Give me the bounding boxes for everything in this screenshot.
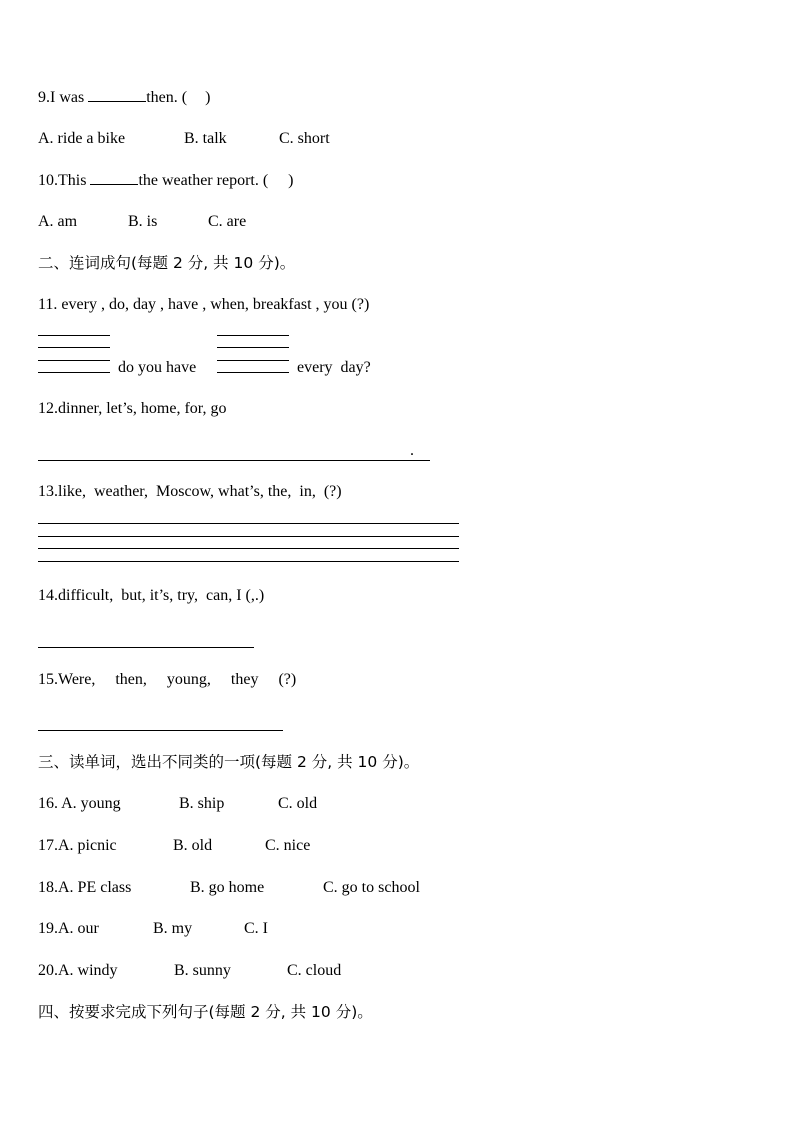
- q9-stem-end: then. (: [146, 89, 188, 106]
- section-4-title: 四、按要求完成下列句子(每题 2 分, 共 10 分)。: [38, 1003, 373, 1021]
- q9-answer-blank[interactable]: [88, 87, 146, 102]
- q16-option-b[interactable]: B. ship: [179, 795, 225, 812]
- q13-answer-line-4[interactable]: [38, 561, 459, 562]
- q17-option-c[interactable]: C. nice: [265, 837, 311, 854]
- q16-option-a[interactable]: 16. A. young: [38, 795, 121, 812]
- question-20: [38, 961, 341, 981]
- question-9-stem: [38, 87, 210, 108]
- q17-option-b[interactable]: B. old: [173, 837, 213, 854]
- q9-option-b[interactable]: B. talk: [184, 130, 227, 147]
- q19-option-a[interactable]: 19.A. our: [38, 920, 99, 937]
- question-17: [38, 836, 310, 856]
- q11-blank-line-6[interactable]: [217, 347, 289, 348]
- q11-end-text: every day?: [297, 359, 371, 376]
- q15-answer-line[interactable]: [38, 730, 283, 731]
- q13-answer-line-2[interactable]: [38, 536, 459, 537]
- q9-close-paren: ): [205, 89, 211, 106]
- question-12-words: 12.dinner, let’s, home, for, go: [38, 400, 227, 417]
- q9-stem-start: 9.I was: [38, 89, 85, 106]
- q19-option-b[interactable]: B. my: [153, 920, 193, 937]
- q13-answer-line-1[interactable]: [38, 523, 459, 524]
- q14-answer-line[interactable]: [38, 647, 254, 648]
- q18-option-b[interactable]: B. go home: [190, 879, 265, 896]
- question-13-words: 13.like, weather, Moscow, what’s, the, in, (?): [38, 483, 342, 500]
- q12-answer-line[interactable]: [38, 460, 430, 461]
- section-2-title: 二、连词成句(每题 2 分, 共 10 分)。: [38, 254, 296, 272]
- q20-option-c[interactable]: C. cloud: [287, 962, 342, 979]
- q17-option-a[interactable]: 17.A. picnic: [38, 837, 117, 854]
- question-18: [38, 878, 420, 898]
- q11-blank-line-5[interactable]: [217, 335, 289, 336]
- question-19: [38, 919, 268, 939]
- q16-option-c[interactable]: C. old: [278, 795, 318, 812]
- q19-option-c[interactable]: C. I: [244, 920, 268, 937]
- question-15-words: 15.Were, then, young, they (?): [38, 671, 297, 688]
- q11-blank-line-1[interactable]: [38, 335, 110, 336]
- q11-blank-line-3[interactable]: [38, 360, 110, 361]
- q10-close-paren: ): [288, 172, 294, 189]
- q10-option-c[interactable]: C. are: [208, 213, 247, 230]
- q9-option-a[interactable]: A. ride a bike: [38, 130, 126, 147]
- q10-option-b[interactable]: B. is: [128, 213, 158, 230]
- question-14-words: 14.difficult, but, it’s, try, can, I (,.): [38, 587, 265, 604]
- q18-option-a[interactable]: 18.A. PE class: [38, 879, 132, 896]
- q18-option-c[interactable]: C. go to school: [323, 879, 420, 896]
- q11-blank-line-4[interactable]: [38, 372, 110, 373]
- q12-period: .: [410, 442, 414, 459]
- q11-middle-text: do you have: [118, 359, 197, 376]
- q10-stem-end: the weather report. (: [138, 172, 269, 189]
- question-16: [38, 794, 317, 814]
- question-9-options: [38, 129, 330, 149]
- q11-blank-line-2[interactable]: [38, 347, 110, 348]
- q10-stem-start: 10.This: [38, 172, 87, 189]
- question-11-words: 11. every , do, day , have , when, breakfast , you (?): [38, 296, 370, 313]
- question-10-stem: [38, 170, 294, 191]
- q10-answer-blank[interactable]: [90, 170, 138, 185]
- q20-option-a[interactable]: 20.A. windy: [38, 962, 118, 979]
- q11-blank-line-7[interactable]: [217, 360, 289, 361]
- q11-blank-line-8[interactable]: [217, 372, 289, 373]
- q9-option-c[interactable]: C. short: [279, 130, 330, 147]
- q10-option-a[interactable]: A. am: [38, 213, 78, 230]
- q20-option-b[interactable]: B. sunny: [174, 962, 231, 979]
- question-10-options: [38, 212, 246, 232]
- section-3-title: 三、读单词，选出不同类的一项(每题 2 分, 共 10 分)。: [38, 753, 420, 771]
- q13-answer-line-3[interactable]: [38, 548, 459, 549]
